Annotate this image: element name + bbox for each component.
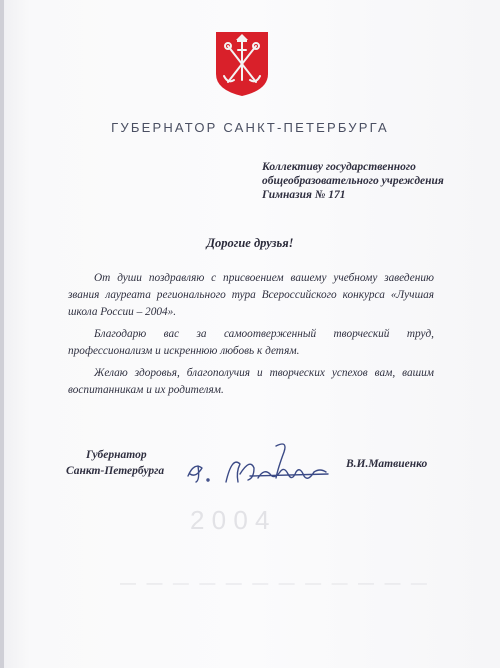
- body-paragraph: От души поздравляю с присвоением вашему учебному заведению звания лауреата регионального тура Всероссийского конкурса «Лучшая школа России – 2004».: [68, 272, 434, 318]
- page-edge: [0, 0, 4, 668]
- addressee-line: Гимназия № 171: [262, 189, 346, 201]
- signatory-title-line: Губернатор: [86, 449, 147, 461]
- body-paragraph: Благодарю вас за самоотверженный творческий труд, профессионализм и искреннюю любовь к детям.: [68, 328, 434, 357]
- letterhead-title: ГУБЕРНАТОР САНКТ-ПЕТЕРБУРГА: [111, 120, 389, 135]
- signatory-title-line: Санкт-Петербурга: [66, 465, 165, 477]
- addressee-line: общеобразовательного учреждения: [262, 175, 444, 187]
- handwritten-signature-icon: [180, 438, 330, 494]
- addressee-block: [262, 160, 472, 202]
- signatory-name: В.И.Матвиенко: [346, 458, 428, 470]
- body-paragraph: Желаю здоровья, благополучия и творческих успехов вам, вашим воспитанникам и их родителям.: [68, 367, 434, 396]
- greeting: Дорогие друзья!: [206, 236, 294, 250]
- letter-body: [68, 270, 434, 404]
- show-through-mark: — — — — — — — — — — — —: [120, 575, 430, 592]
- coat-of-arms-icon: [214, 30, 270, 98]
- addressee-line: Коллективу государственного: [262, 161, 416, 173]
- show-through-mark: 2 0 0 4: [190, 505, 270, 535]
- signatory-title: [66, 447, 164, 479]
